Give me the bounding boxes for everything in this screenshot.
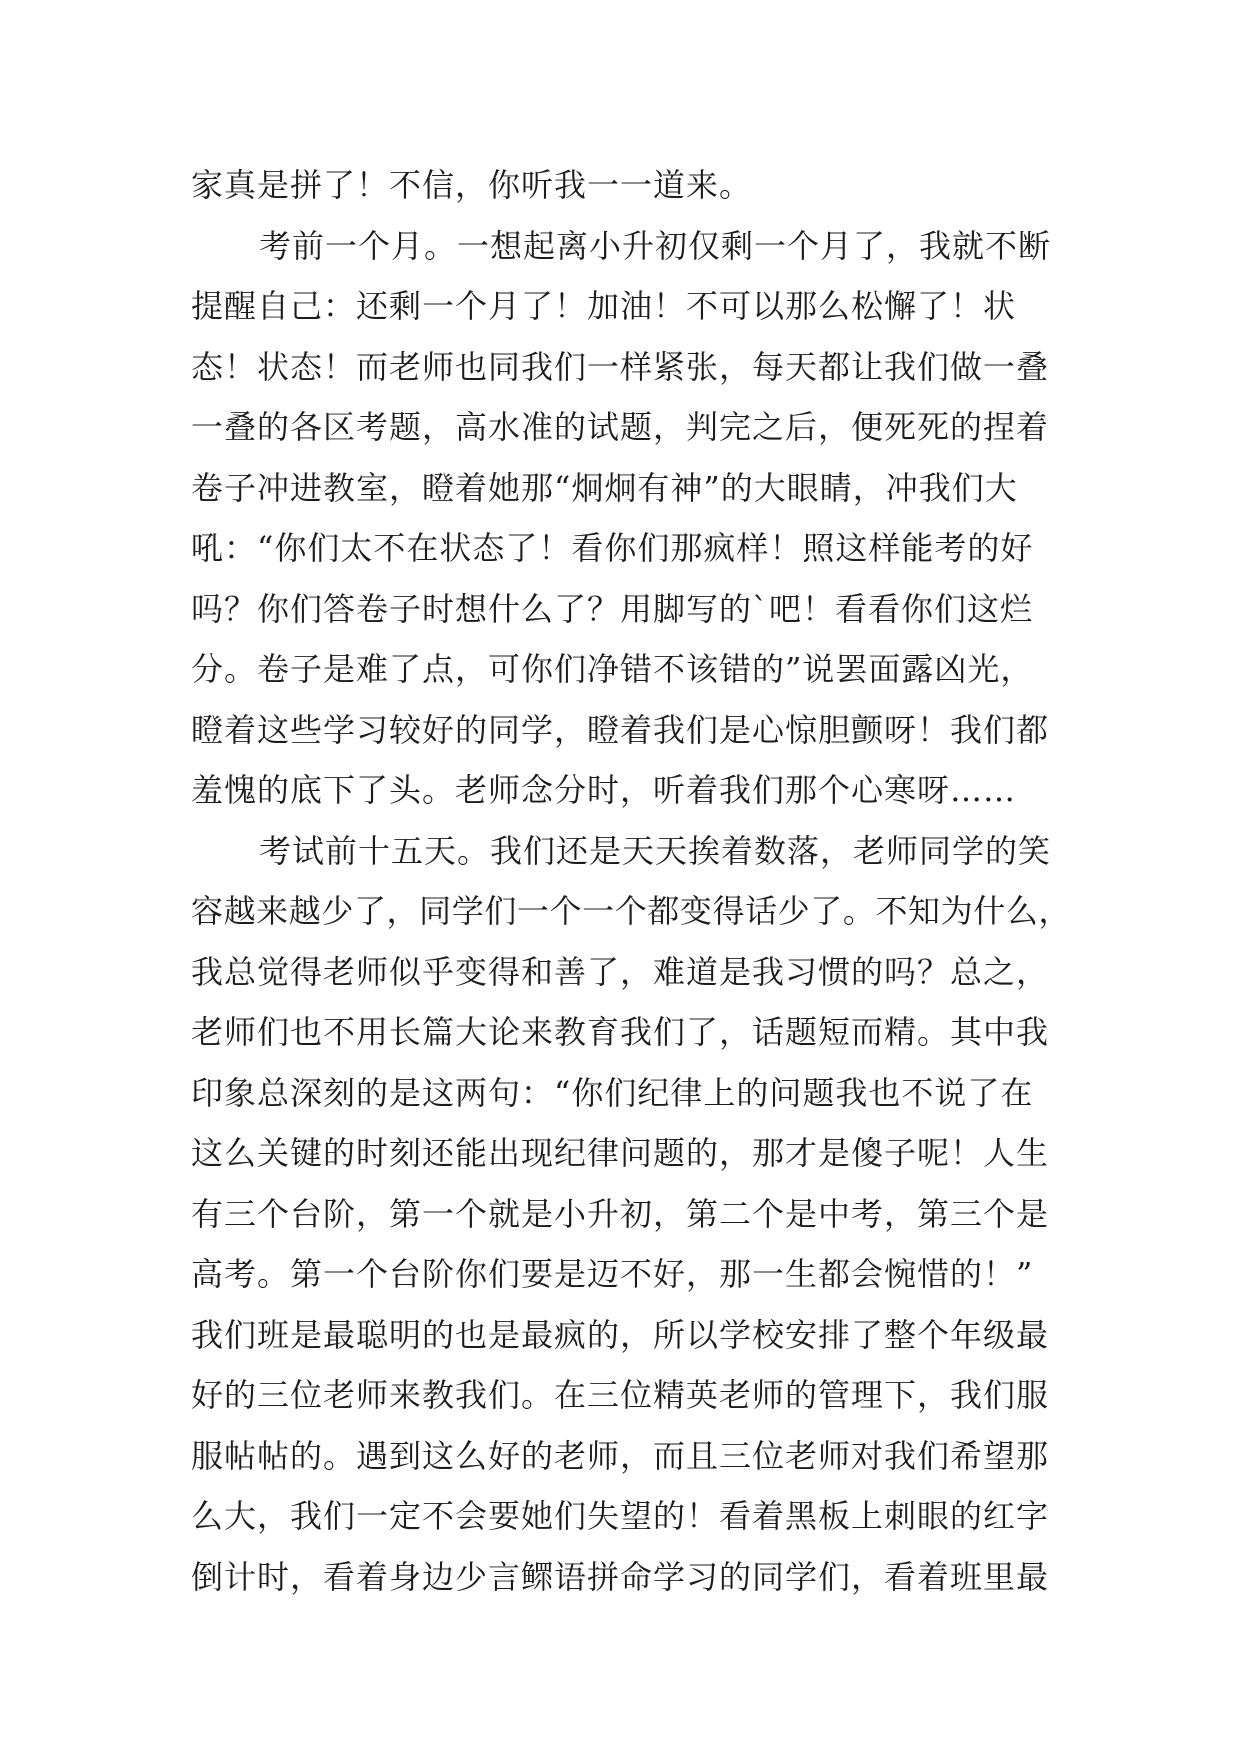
text-line: 家真是拼了！不信，你听我一一道来。 <box>191 166 753 204</box>
text-line: 倒计时，看着身边少言鳏语拼命学习的同学们，看着班里最 <box>191 1557 1050 1596</box>
text-line: 么大，我们一定不会要她们失望的！看着黑板上刺眼的红字 <box>191 1497 1050 1535</box>
text-line: 好的三位老师来教我们。在三位精英老师的管理下，我们服 <box>191 1376 1050 1414</box>
body-text <box>191 155 1071 1607</box>
text-line: 老师们也不用长篇大论来教育我们了，话题短而精。其中我 <box>191 1013 1050 1051</box>
text-line: 吗？你们答卷子时想什么了？用脚写的`吧！看看你们这烂 <box>191 589 1034 628</box>
text-line: 态！状态！而老师也同我们一样紧张，每天都让我们做一叠 <box>191 347 1050 386</box>
text-line: 一叠的各区考题，高水准的试题，判完之后，便死死的捏着 <box>191 408 1050 446</box>
text-line: 服帖帖的。遇到这么好的老师，而且三位老师对我们希望那 <box>191 1436 1050 1475</box>
text-line: 提醒自己：还剩一个月了！加油！不可以那么松懈了！状 <box>191 287 1017 325</box>
text-line: 卷子冲进教室，瞪着她那“炯炯有神”的大眼睛，冲我们大 <box>191 468 1018 507</box>
text-line: 我们班是最聪明的也是最疯的，所以学校安排了整个年级最 <box>191 1315 1050 1354</box>
text-line: 瞪着这些学习较好的同学，瞪着我们是心惊胆颤呀！我们都 <box>191 710 1050 749</box>
text-line: 分。卷子是难了点，可你们净错不该错的”说罢面露凶光， <box>191 650 1034 688</box>
text-line: 考试前十五天。我们还是天天挨着数落，老师同学的笑 <box>259 831 1052 870</box>
text-line: 容越来越少了，同学们一个一个都变得话少了。不知为什么， <box>191 892 1072 930</box>
text-line: 我总觉得老师似乎变得和善了，难道是我习惯的吗？总之， <box>191 952 1050 991</box>
text-line: 印象总深刻的是这两句：“你们纪律上的问题我也不说了在 <box>191 1073 1034 1112</box>
text-line: 这么关键的时刻还能出现纪律问题的，那才是傻子呢！人生 <box>191 1134 1050 1172</box>
text-line: 有三个台阶，第一个就是小升初，第二个是中考，第三个是 <box>191 1194 1050 1233</box>
text-line: 羞愧的底下了头。老师念分时，听着我们那个心寒呀…… <box>191 771 1017 809</box>
text-line: 考前一个月。一想起离小升初仅剩一个月了，我就不断 <box>259 226 1052 265</box>
text-line: 吼：“你们太不在状态了！看你们那疯样！照这样能考的好 <box>191 529 1034 567</box>
text-line: 高考。第一个台阶你们要是迈不好，那一生都会惋惜的！” <box>191 1255 1034 1293</box>
